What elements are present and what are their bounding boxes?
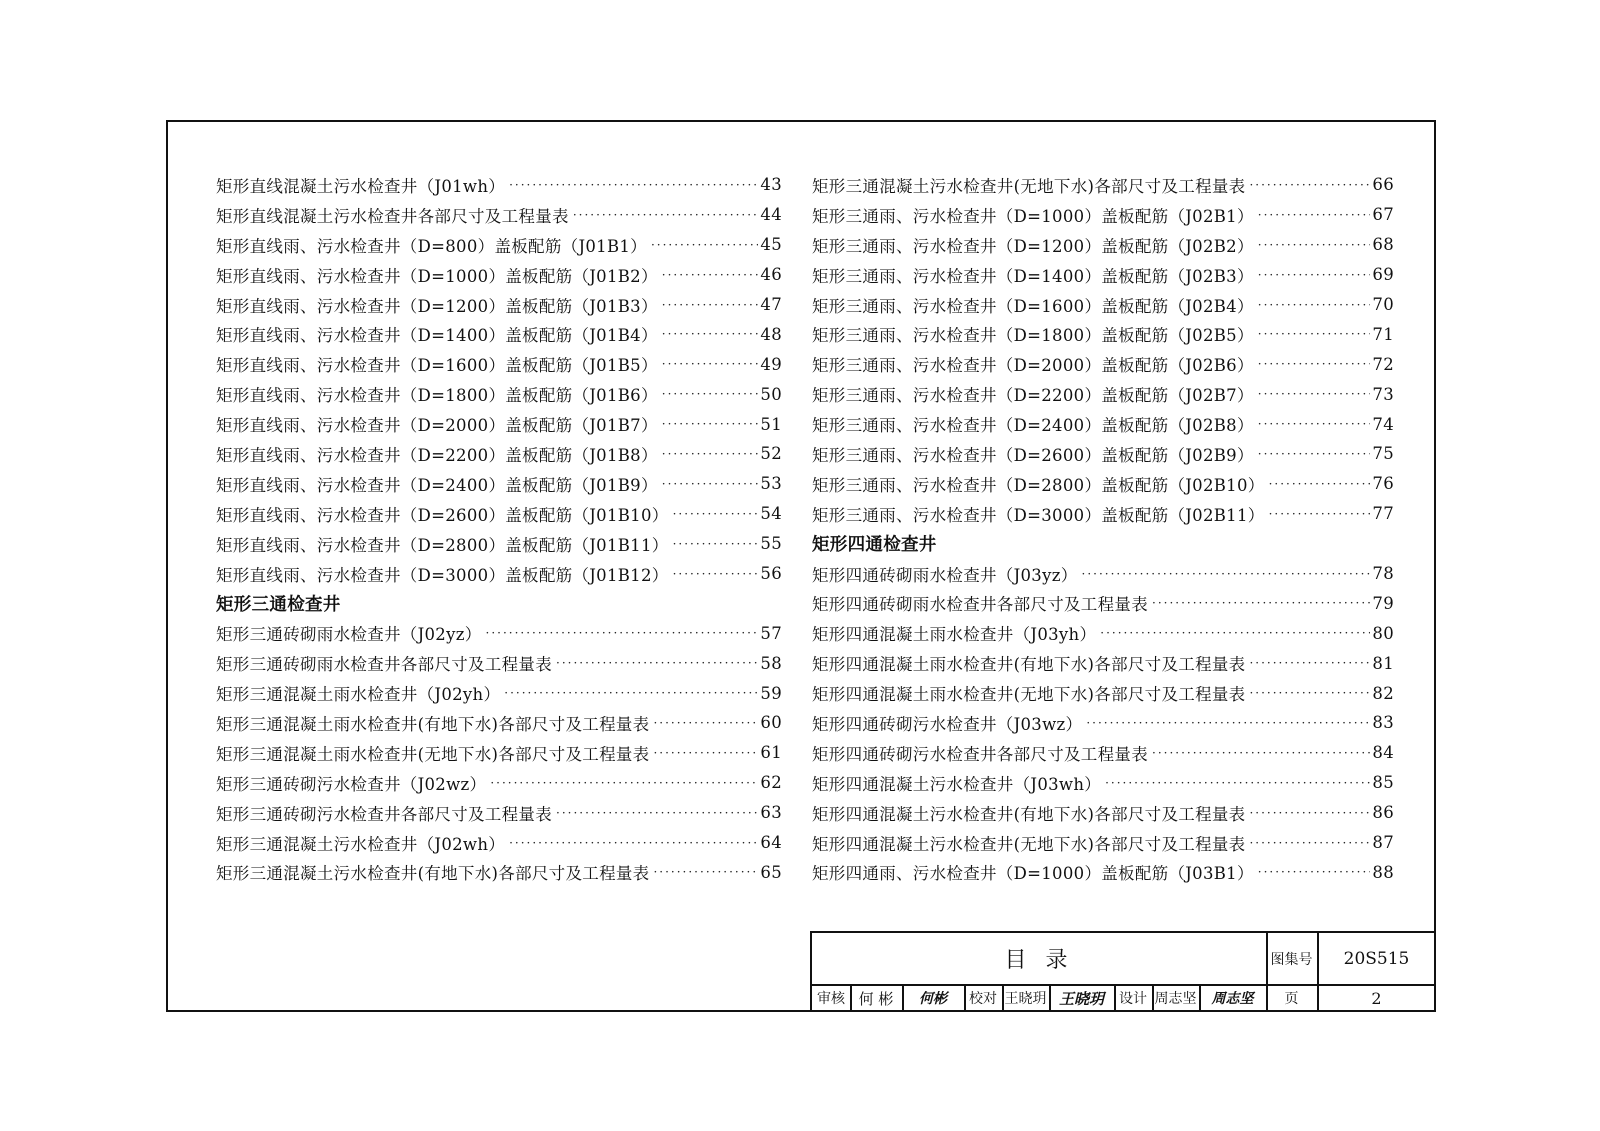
toc-leader-dots [653, 746, 758, 760]
toc-entry-page: 73 [1372, 384, 1394, 404]
toc-entry-title: 矩形三通雨、污水检查井（D=1400）盖板配筋（J02B3） [812, 266, 1254, 286]
toc-entry-page: 86 [1372, 803, 1394, 823]
toc-leader-dots [1258, 327, 1371, 341]
toc-entry [812, 738, 1394, 768]
toc-entry-page: 74 [1372, 414, 1394, 434]
toc-entry [812, 379, 1394, 409]
toc-leader-dots [662, 477, 759, 491]
toc-entry [216, 529, 782, 559]
toc-entry-title: 矩形直线雨、污水检查井（D=3000）盖板配筋（J01B12） [216, 565, 669, 585]
toc-entry [812, 349, 1394, 379]
toc-leader-dots [1258, 208, 1371, 222]
toc-entry-title: 矩形四通混凝土污水检查井(无地下水)各部尺寸及工程量表 [812, 834, 1246, 854]
toc-entry-title: 矩形三通检查井 [216, 594, 341, 615]
toc-right-column [812, 170, 1394, 887]
toc-entry-page: 51 [760, 414, 782, 434]
toc-leader-dots [1258, 865, 1371, 879]
toc-entry-page: 61 [760, 743, 782, 763]
toc-entry-title: 矩形四通砖砌污水检查井（J03wz） [812, 714, 1083, 734]
toc-entry [812, 828, 1394, 858]
toc-entry-page: 57 [760, 623, 782, 643]
toc-entry-title: 矩形三通雨、污水检查井（D=2000）盖板配筋（J02B6） [812, 356, 1254, 376]
toc-entry [812, 230, 1394, 260]
toc-entry-page: 48 [760, 324, 782, 344]
page-number: 2 [1371, 988, 1382, 1008]
toc-entry [812, 857, 1394, 887]
toc-entry-page: 63 [760, 803, 782, 823]
toc-entry-title: 矩形三通雨、污水检查井（D=1600）盖板配筋（J02B4） [812, 296, 1254, 316]
toc-leader-dots [1258, 238, 1371, 252]
toc-entry-title: 矩形三通砖砌污水检查井各部尺寸及工程量表 [216, 804, 552, 824]
toc-entry-title: 矩形四通检查井 [812, 535, 937, 556]
toc-entry-title: 矩形四通砖砌雨水检查井（J03yz） [812, 565, 1078, 585]
toc-entry-title: 矩形四通混凝土污水检查井（J03wh） [812, 774, 1102, 794]
toc-entry-page: 53 [760, 474, 782, 494]
toc-entry-title: 矩形三通混凝土雨水检查井（J02yh） [216, 685, 501, 705]
toc-entry-page: 44 [760, 205, 782, 225]
toc-entry-page: 46 [760, 265, 782, 285]
toc-leader-dots [504, 686, 758, 700]
toc-entry-title: 矩形四通混凝土雨水检查井(无地下水)各部尺寸及工程量表 [812, 685, 1246, 705]
toc-entry-title: 矩形三通砖砌雨水检查井（J02yz） [216, 625, 482, 645]
toc-entry-title: 矩形三通雨、污水检查井（D=2800）盖板配筋（J02B10） [812, 475, 1265, 495]
toc-entry [216, 678, 782, 708]
toc-leader-dots [486, 626, 759, 640]
toc-entry [216, 260, 782, 290]
toc-leader-dots [573, 208, 759, 222]
toc-entry-page: 59 [760, 683, 782, 703]
toc-leader-dots [1258, 268, 1371, 282]
toc-entry-title: 矩形直线雨、污水检查井（D=800）盖板配筋（J01B1） [216, 236, 647, 256]
toc-leader-dots [662, 298, 759, 312]
toc-entry [216, 230, 782, 260]
toc-entry-title: 矩形直线雨、污水检查井（D=2800）盖板配筋（J01B11） [216, 535, 669, 555]
toc-entry-title: 矩形四通混凝土雨水检查井（J03yh） [812, 625, 1097, 645]
toc-entry-page: 55 [760, 534, 782, 554]
toc-leader-dots [653, 865, 758, 879]
toc-leader-dots [1269, 477, 1371, 491]
toc-entry-page: 65 [760, 862, 782, 882]
toc-entry [216, 499, 782, 529]
toc-entry [216, 708, 782, 738]
toc-entry-page: 72 [1372, 354, 1394, 374]
toc-entry-page: 84 [1372, 743, 1394, 763]
check-label: 校对 [969, 991, 997, 1007]
checker-signature: 王晓玥 [1058, 989, 1104, 1008]
toc-left-column [216, 170, 782, 887]
toc-leader-dots [1258, 387, 1371, 401]
toc-leader-dots [1249, 656, 1370, 670]
toc-leader-dots [651, 238, 758, 252]
toc-entry-title: 矩形四通砖砌雨水检查井各部尺寸及工程量表 [812, 595, 1148, 615]
toc-leader-dots [662, 327, 759, 341]
toc-entry-page: 80 [1372, 623, 1394, 643]
toc-entry [216, 409, 782, 439]
toc-entry [812, 648, 1394, 678]
sheet-title: 目 录 [1004, 948, 1074, 973]
toc-entry [216, 798, 782, 828]
toc-entry [216, 349, 782, 379]
toc-entry [216, 648, 782, 678]
toc-leader-dots [662, 387, 759, 401]
atlas-label: 图集号 [1270, 951, 1313, 968]
page-label: 页 [1284, 991, 1299, 1007]
toc-entry [812, 708, 1394, 738]
toc-entry [216, 469, 782, 499]
toc-entry-page: 66 [1372, 175, 1394, 195]
toc-leader-dots [673, 507, 759, 521]
toc-entry-title: 矩形三通雨、污水检查井（D=1800）盖板配筋（J02B5） [812, 326, 1254, 346]
toc-entry-title: 矩形直线雨、污水检查井（D=2600）盖板配筋（J01B10） [216, 505, 669, 525]
checker-name: 王晓玥 [1004, 991, 1047, 1007]
toc-leader-dots [1152, 746, 1370, 760]
toc-entry [812, 678, 1394, 708]
toc-leader-dots [1249, 178, 1370, 192]
toc-entry-title: 矩形三通混凝土污水检查井（J02wh） [216, 834, 506, 854]
toc-entry-title: 矩形直线雨、污水检查井（D=1600）盖板配筋（J01B5） [216, 356, 658, 376]
toc-leader-dots [673, 537, 759, 551]
toc-leader-dots [556, 656, 758, 670]
toc-entry-title: 矩形三通混凝土污水检查井(有地下水)各部尺寸及工程量表 [216, 864, 650, 884]
title-block [810, 931, 1436, 1012]
toc-entry-title: 矩形直线雨、污水检查井（D=2400）盖板配筋（J01B9） [216, 475, 658, 495]
toc-leader-dots [1269, 507, 1371, 521]
toc-entry-title: 矩形直线雨、污水检查井（D=2000）盖板配筋（J01B7） [216, 416, 658, 436]
toc-entry-title: 矩形直线混凝土污水检查井各部尺寸及工程量表 [216, 206, 569, 226]
toc-entry-page: 47 [760, 295, 782, 314]
toc-entry [812, 618, 1394, 648]
toc-entry-title: 矩形直线混凝土污水检查井（J01wh） [216, 176, 506, 196]
review-label: 审核 [817, 991, 845, 1007]
toc-entry [216, 828, 782, 858]
toc-entry-page: 60 [760, 713, 782, 733]
toc-leader-dots [662, 417, 759, 431]
toc-entry [812, 409, 1394, 439]
toc-entry [216, 439, 782, 469]
toc-entry-page: 54 [760, 504, 782, 524]
toc-entry [812, 559, 1394, 589]
toc-entry-title: 矩形三通混凝土污水检查井(无地下水)各部尺寸及工程量表 [812, 176, 1246, 196]
toc-entry-title: 矩形三通雨、污水检查井（D=1200）盖板配筋（J02B2） [812, 236, 1254, 256]
toc-entry [216, 618, 782, 648]
toc-entry [812, 200, 1394, 230]
toc-entry-title: 矩形直线雨、污水检查井（D=1400）盖板配筋（J01B4） [216, 326, 658, 346]
toc-entry-page: 83 [1372, 713, 1394, 733]
toc-entry-page: 82 [1372, 683, 1394, 703]
toc-leader-dots [1082, 567, 1371, 581]
toc-leader-dots [1105, 776, 1370, 790]
toc-entry-page: 70 [1372, 295, 1394, 314]
toc-entry-title: 矩形三通砖砌污水检查井（J02wz） [216, 774, 487, 794]
toc-leader-dots [1258, 357, 1371, 371]
toc-entry [812, 499, 1394, 529]
toc-entry-title: 矩形三通雨、污水检查井（D=2600）盖板配筋（J02B9） [812, 445, 1254, 465]
toc-entry [812, 290, 1394, 320]
toc-entry-title: 矩形四通雨、污水检查井（D=1000）盖板配筋（J03B1） [812, 864, 1254, 884]
toc-entry-title: 矩形直线雨、污水检查井（D=1000）盖板配筋（J01B2） [216, 266, 658, 286]
toc-entry-title: 矩形三通雨、污水检查井（D=1000）盖板配筋（J02B1） [812, 206, 1254, 226]
toc-leader-dots [662, 268, 759, 282]
toc-entry-page: 77 [1372, 504, 1394, 524]
toc-entry-title: 矩形三通雨、污水检查井（D=2400）盖板配筋（J02B8） [812, 416, 1254, 436]
designer-name: 周志坚 [1154, 991, 1197, 1007]
toc-entry [812, 439, 1394, 469]
toc-entry-title: 矩形四通混凝土污水检查井(有地下水)各部尺寸及工程量表 [812, 804, 1246, 824]
toc-leader-dots [1258, 447, 1371, 461]
toc-entry [216, 559, 782, 589]
toc-leader-dots [509, 836, 758, 850]
toc-entry [812, 798, 1394, 828]
designer-signature: 周志坚 [1211, 991, 1254, 1007]
toc-entry-title: 矩形三通混凝土雨水检查井(无地下水)各部尺寸及工程量表 [216, 744, 650, 764]
toc-leader-dots [1086, 716, 1370, 730]
toc-leader-dots [662, 357, 759, 371]
toc-entry-page: 87 [1372, 833, 1394, 853]
toc-entry [216, 379, 782, 409]
toc-entry-title: 矩形四通砖砌污水检查井各部尺寸及工程量表 [812, 744, 1148, 764]
toc-leader-dots [673, 567, 759, 581]
toc-entry [216, 319, 782, 349]
toc-entry [216, 738, 782, 768]
toc-entry-page: 45 [760, 235, 782, 255]
toc-entry-page: 50 [760, 384, 782, 404]
toc-entry [812, 260, 1394, 290]
toc-leader-dots [1258, 417, 1371, 431]
toc-section-heading [216, 588, 782, 618]
toc-entry-title: 矩形三通混凝土雨水检查井(有地下水)各部尺寸及工程量表 [216, 714, 650, 734]
toc-entry-page: 78 [1372, 564, 1394, 584]
toc-leader-dots [653, 716, 758, 730]
toc-entry [216, 290, 782, 320]
toc-entry [812, 170, 1394, 200]
toc-entry-page: 52 [760, 444, 782, 464]
toc-entry-page: 62 [760, 773, 782, 793]
toc-entry [216, 200, 782, 230]
toc-entry-page: 76 [1372, 474, 1394, 494]
toc-entry [216, 768, 782, 798]
toc-entry-page: 88 [1372, 862, 1394, 882]
toc-leader-dots [1100, 626, 1370, 640]
toc-entry-page: 67 [1372, 205, 1394, 225]
toc-entry [812, 319, 1394, 349]
toc-entry-title: 矩形直线雨、污水检查井（D=1200）盖板配筋（J01B3） [216, 296, 658, 316]
toc-entry-title: 矩形四通混凝土雨水检查井(有地下水)各部尺寸及工程量表 [812, 655, 1246, 675]
toc-entry-page: 79 [1372, 593, 1394, 613]
atlas-number: 20S515 [1343, 948, 1410, 969]
toc-entry-page: 43 [760, 175, 782, 195]
toc-entry-page: 71 [1372, 324, 1394, 344]
toc-entry-page: 75 [1372, 444, 1394, 464]
toc-entry [812, 588, 1394, 618]
toc-entry-title: 矩形三通砖砌雨水检查井各部尺寸及工程量表 [216, 655, 552, 675]
toc-entry-page: 81 [1372, 653, 1394, 673]
toc-entry-title: 矩形三通雨、污水检查井（D=2200）盖板配筋（J02B7） [812, 386, 1254, 406]
toc-entry-page: 64 [760, 833, 782, 853]
reviewer-signature: 何彬 [919, 991, 947, 1007]
toc-leader-dots [1258, 298, 1371, 312]
toc-entry-title: 矩形三通雨、污水检查井（D=3000）盖板配筋（J02B11） [812, 505, 1265, 525]
toc-section-heading [812, 529, 1394, 559]
toc-entry-title: 矩形直线雨、污水检查井（D=2200）盖板配筋（J01B8） [216, 445, 658, 465]
toc-entry [216, 170, 782, 200]
toc-entry-page: 58 [760, 653, 782, 673]
toc-leader-dots [662, 447, 759, 461]
toc-leader-dots [556, 806, 758, 820]
toc-entry [216, 857, 782, 887]
toc-entry-page: 68 [1372, 235, 1394, 255]
toc-leader-dots [1249, 836, 1370, 850]
toc-entry [812, 768, 1394, 798]
toc-entry [812, 469, 1394, 499]
design-label: 设计 [1119, 991, 1147, 1007]
reviewer-name: 何 彬 [858, 989, 894, 1008]
toc-entry-page: 49 [760, 354, 782, 374]
toc-entry-title: 矩形直线雨、污水检查井（D=1800）盖板配筋（J01B6） [216, 386, 658, 406]
toc-leader-dots [1152, 596, 1370, 610]
toc-leader-dots [1249, 686, 1370, 700]
toc-entry-page: 56 [760, 564, 782, 584]
toc-entry-page: 85 [1372, 773, 1394, 793]
toc-entry-page: 69 [1372, 265, 1394, 285]
toc-leader-dots [1249, 806, 1370, 820]
toc-leader-dots [509, 178, 758, 192]
toc-leader-dots [490, 776, 758, 790]
